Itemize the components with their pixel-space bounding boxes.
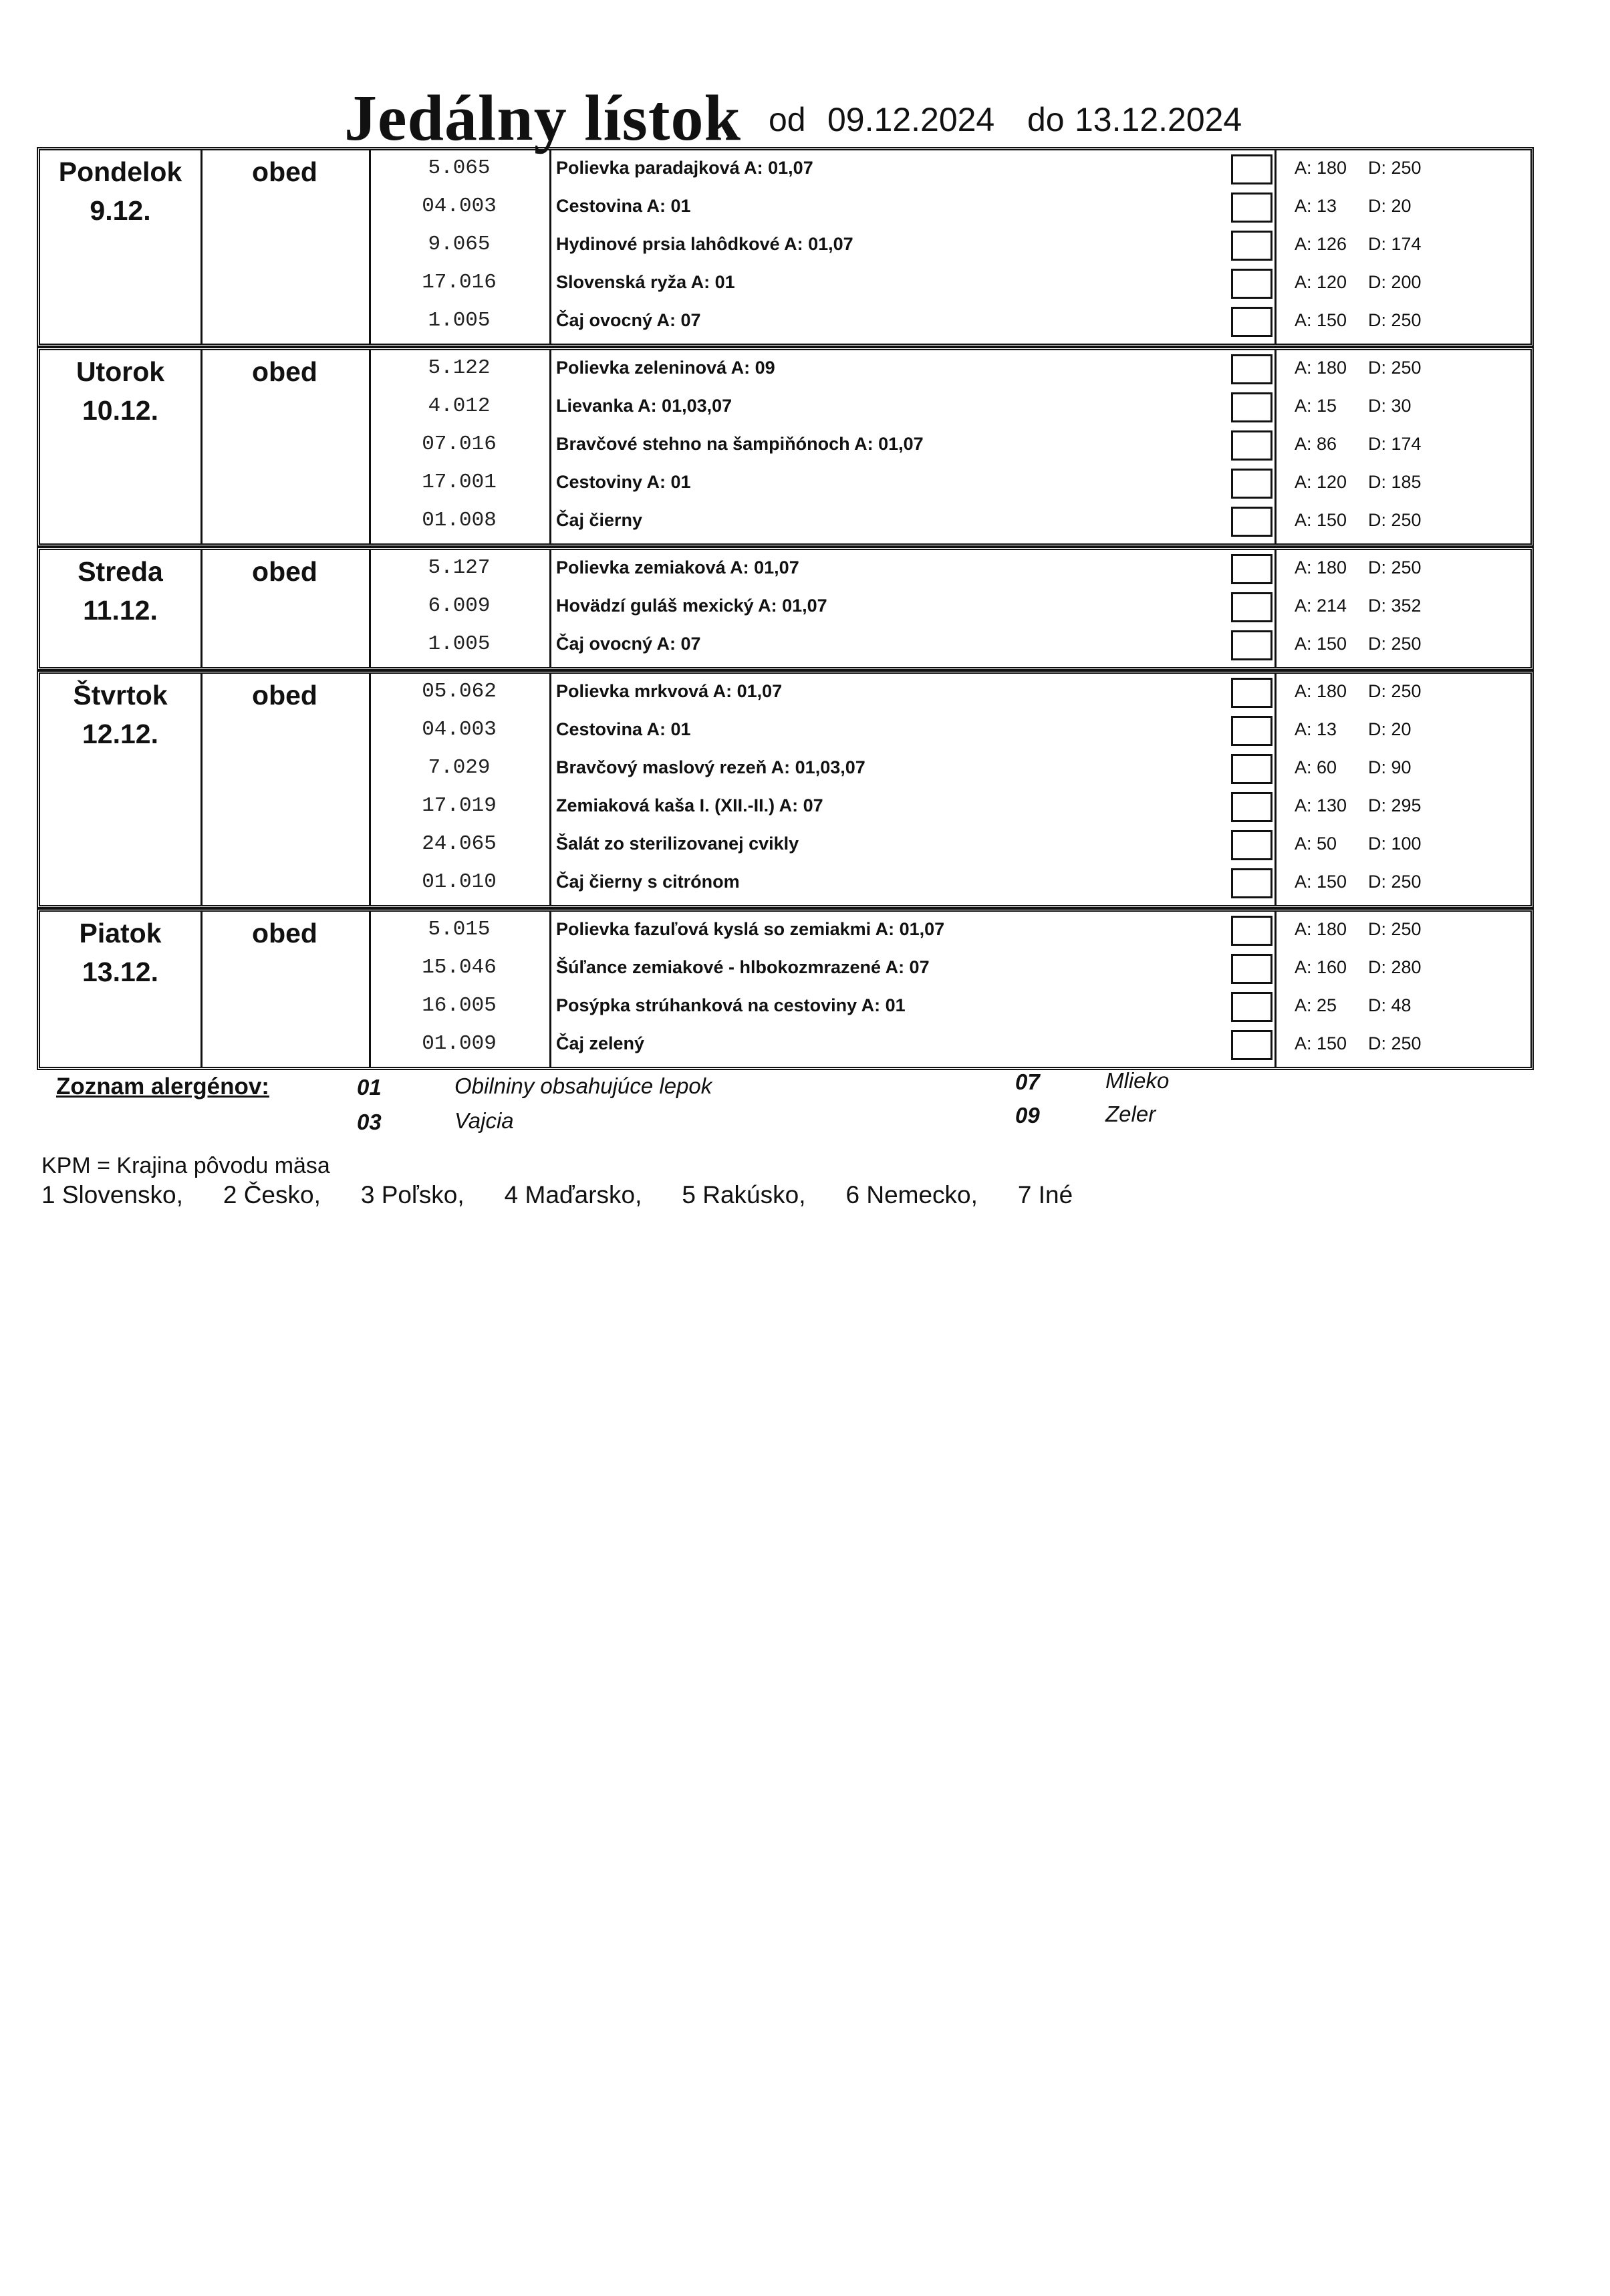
portion-adult: A: 150: [1295, 510, 1347, 530]
order-checkbox[interactable]: [1231, 830, 1272, 860]
dish-code: 01.010: [422, 870, 497, 894]
allergen-code: 09: [1015, 1103, 1040, 1128]
meal-type: obed: [252, 156, 317, 187]
meat-origin-country: 7 Iné: [1017, 1181, 1073, 1208]
meal-type: obed: [252, 680, 317, 711]
day-name: Streda: [78, 556, 163, 587]
meat-origin-country: 3 Poľsko,: [360, 1181, 464, 1208]
dish-row: [549, 787, 1228, 825]
order-checkbox[interactable]: [1231, 354, 1272, 384]
portion-row: [1274, 863, 1532, 901]
allergen-item: [357, 1075, 382, 1100]
meal-type: obed: [252, 556, 317, 587]
portion-adult: A: 150: [1295, 310, 1347, 330]
portion-adult: A: 130: [1295, 795, 1347, 815]
portion-adult: A: 13: [1295, 196, 1337, 216]
day-name: Piatok: [79, 918, 162, 948]
meat-origin-country: 6 Nemecko,: [845, 1181, 978, 1208]
dish-code: 07.016: [422, 432, 497, 456]
meal-type: obed: [252, 918, 317, 948]
allergen-label: Mlieko: [1105, 1068, 1170, 1093]
order-checkbox[interactable]: [1231, 307, 1272, 337]
day-name: Utorok: [76, 356, 165, 387]
allergen-label: Vajcia: [454, 1108, 514, 1133]
portion-row: [1274, 625, 1532, 663]
day-block: [37, 147, 1534, 347]
dish-name: Čaj zelený: [556, 1033, 645, 1053]
portion-adult: A: 50: [1295, 834, 1337, 854]
portion-row: [1274, 948, 1532, 987]
order-checkbox[interactable]: [1231, 916, 1272, 946]
dish-code: 1.005: [428, 309, 491, 332]
portion-row: [1274, 787, 1532, 825]
portion-row: [1274, 587, 1532, 625]
allergen-list-title: Zoznam alergénov:: [56, 1073, 269, 1100]
portion-child: D: 250: [1368, 510, 1422, 530]
order-checkbox[interactable]: [1231, 592, 1272, 622]
dish-row: [549, 711, 1228, 749]
code-row: [369, 1025, 549, 1063]
code-row: [369, 910, 549, 948]
code-row: [369, 225, 549, 263]
portion-column: [1274, 350, 1532, 543]
dish-code: 6.009: [428, 594, 491, 618]
order-checkbox[interactable]: [1231, 193, 1272, 223]
dish-name: Cestoviny A: 01: [556, 472, 691, 492]
portion-child: D: 250: [1368, 358, 1422, 378]
portion-row: [1274, 549, 1532, 587]
code-row: [369, 501, 549, 539]
dish-name: Polievka mrkvová A: 01,07: [556, 681, 783, 701]
dish-row: [549, 463, 1228, 501]
dish-row: [549, 387, 1228, 425]
dish-row: [549, 672, 1228, 711]
dish-code: 5.122: [428, 356, 491, 380]
portion-adult: A: 13: [1295, 719, 1337, 739]
code-row: [369, 711, 549, 749]
day-name: Štvrtok: [73, 680, 168, 711]
order-checkbox[interactable]: [1231, 554, 1272, 584]
dish-column: [549, 912, 1228, 1067]
code-row: [369, 749, 549, 787]
order-checkbox[interactable]: [1231, 269, 1272, 299]
order-checkbox[interactable]: [1231, 868, 1272, 898]
dish-name: Bravčové stehno na šampiňónoch A: 01,07: [556, 434, 924, 454]
portion-row: [1274, 463, 1532, 501]
order-checkbox[interactable]: [1231, 630, 1272, 660]
checkbox-column: [1228, 350, 1277, 543]
meat-origin-title: KPM = Krajina pôvodu mäsa: [41, 1153, 330, 1178]
allergen-code: 01: [357, 1075, 382, 1100]
portion-adult: A: 25: [1295, 995, 1337, 1015]
portion-child: D: 30: [1368, 396, 1412, 416]
portion-row: [1274, 749, 1532, 787]
portion-row: [1274, 187, 1532, 225]
portion-column: [1274, 550, 1532, 667]
dish-code: 17.019: [422, 794, 497, 817]
allergen-label: Obilniny obsahujúce lepok: [454, 1073, 712, 1098]
order-checkbox[interactable]: [1231, 430, 1272, 461]
portion-adult: A: 120: [1295, 272, 1347, 292]
day-block: [37, 908, 1534, 1070]
portion-row: [1274, 987, 1532, 1025]
portion-column: [1274, 150, 1532, 344]
portion-row: [1274, 225, 1532, 263]
day-block: [37, 547, 1534, 670]
day-cell: [40, 550, 203, 667]
portion-row: [1274, 501, 1532, 539]
portion-adult: A: 214: [1295, 596, 1347, 616]
day-block: [37, 670, 1534, 908]
order-checkbox[interactable]: [1231, 716, 1272, 746]
dish-row: [549, 910, 1228, 948]
portion-child: D: 352: [1368, 596, 1422, 616]
checkbox-column: [1228, 674, 1277, 905]
code-column: [369, 350, 551, 543]
portion-adult: A: 86: [1295, 434, 1337, 454]
dish-row: [549, 225, 1228, 263]
meal-cell: [200, 550, 371, 667]
portion-row: [1274, 149, 1532, 187]
meal-cell: [200, 912, 371, 1067]
checkbox-column: [1228, 150, 1277, 344]
dish-name: Cestovina A: 01: [556, 196, 691, 216]
dish-column: [549, 674, 1228, 905]
allergen-item: [357, 1110, 382, 1135]
dish-name: Hovädzí guláš mexický A: 01,07: [556, 596, 827, 616]
allergen-code: 03: [357, 1110, 382, 1134]
dish-name: Šúľance zemiakové - hlbokozmrazené A: 07: [556, 957, 930, 977]
code-row: [369, 787, 549, 825]
dish-name: Čaj čierny: [556, 510, 643, 530]
code-row: [369, 149, 549, 187]
meat-origin-country: 4 Maďarsko,: [504, 1181, 642, 1208]
day-cell: [40, 150, 203, 344]
order-checkbox[interactable]: [1231, 231, 1272, 261]
period-from-date: 09.12.2024: [827, 101, 995, 138]
portion-adult: A: 126: [1295, 234, 1347, 254]
portion-child: D: 250: [1368, 872, 1422, 892]
dish-code: 04.003: [422, 718, 497, 741]
dish-row: [549, 863, 1228, 901]
code-row: [369, 987, 549, 1025]
dish-row: [549, 263, 1228, 301]
dish-code: 9.065: [428, 233, 491, 256]
code-column: [369, 150, 551, 344]
dish-row: [549, 187, 1228, 225]
order-checkbox[interactable]: [1231, 507, 1272, 537]
order-checkbox[interactable]: [1231, 469, 1272, 499]
allergen-list: [56, 1069, 1259, 1143]
portion-child: D: 100: [1368, 834, 1422, 854]
dish-name: Čaj ovocný A: 07: [556, 310, 701, 330]
portion-row: [1274, 1025, 1532, 1063]
dish-row: [549, 625, 1228, 663]
day-date: 10.12.: [82, 395, 158, 426]
meal-type: obed: [252, 356, 317, 387]
dish-row: [549, 948, 1228, 987]
portion-row: [1274, 711, 1532, 749]
code-row: [369, 549, 549, 587]
day-date: 11.12.: [83, 595, 158, 626]
meal-cell: [200, 674, 371, 905]
portion-child: D: 48: [1368, 995, 1412, 1015]
portion-adult: A: 180: [1295, 681, 1347, 701]
dish-code: 05.062: [422, 680, 497, 703]
code-column: [369, 912, 551, 1067]
portion-row: [1274, 910, 1532, 948]
meat-origin-countries: [41, 1181, 1113, 1209]
meal-cell: [200, 150, 371, 344]
portion-row: [1274, 301, 1532, 340]
dish-name: Hydinové prsia lahôdkové A: 01,07: [556, 234, 853, 254]
allergen-code: 07: [1015, 1069, 1040, 1094]
code-row: [369, 587, 549, 625]
allergen-item: [1015, 1069, 1040, 1095]
dish-code: 7.029: [428, 756, 491, 779]
day-cell: [40, 912, 203, 1067]
portion-adult: A: 150: [1295, 872, 1347, 892]
portion-adult: A: 180: [1295, 358, 1347, 378]
dish-name: Bravčový maslový rezeň A: 01,03,07: [556, 757, 865, 777]
portion-child: D: 90: [1368, 757, 1412, 777]
meat-origin-country: 1 Slovensko,: [41, 1181, 183, 1208]
dish-row: [549, 349, 1228, 387]
day-date: 13.12.: [82, 956, 158, 987]
code-row: [369, 948, 549, 987]
portion-row: [1274, 825, 1532, 863]
dish-column: [549, 550, 1228, 667]
portion-adult: A: 15: [1295, 396, 1337, 416]
code-row: [369, 301, 549, 340]
dish-code: 17.016: [422, 271, 497, 294]
period-to-label: do: [1027, 101, 1065, 138]
order-checkbox[interactable]: [1231, 954, 1272, 984]
day-block: [37, 347, 1534, 547]
checkbox-column: [1228, 912, 1277, 1067]
dish-code: 01.009: [422, 1032, 497, 1055]
portion-adult: A: 150: [1295, 634, 1347, 654]
portion-child: D: 174: [1368, 434, 1422, 454]
portion-child: D: 250: [1368, 681, 1422, 701]
dish-column: [549, 350, 1228, 543]
code-column: [369, 674, 551, 905]
dish-code: 4.012: [428, 394, 491, 418]
code-row: [369, 187, 549, 225]
code-row: [369, 672, 549, 711]
dish-name: Slovenská ryža A: 01: [556, 272, 735, 292]
portion-child: D: 250: [1368, 1033, 1422, 1053]
order-checkbox[interactable]: [1231, 678, 1272, 708]
portion-child: D: 250: [1368, 919, 1422, 939]
meat-origin-country: 2 Česko,: [223, 1181, 321, 1208]
code-row: [369, 425, 549, 463]
portion-adult: A: 160: [1295, 957, 1347, 977]
dish-row: [549, 749, 1228, 787]
dish-row: [549, 987, 1228, 1025]
portion-child: D: 250: [1368, 158, 1422, 178]
portion-row: [1274, 349, 1532, 387]
dish-row: [549, 549, 1228, 587]
dish-code: 15.046: [422, 956, 497, 979]
dish-code: 5.015: [428, 918, 491, 941]
allergen-item: [1015, 1103, 1040, 1128]
order-checkbox[interactable]: [1231, 392, 1272, 422]
dish-name: Posýpka strúhanková na cestoviny A: 01: [556, 995, 906, 1015]
portion-column: [1274, 674, 1532, 905]
portion-child: D: 20: [1368, 196, 1412, 216]
dish-code: 1.005: [428, 632, 491, 656]
portion-child: D: 295: [1368, 795, 1422, 815]
code-row: [369, 349, 549, 387]
day-cell: [40, 350, 203, 543]
dish-row: [549, 425, 1228, 463]
portion-adult: A: 120: [1295, 472, 1347, 492]
portion-adult: A: 180: [1295, 557, 1347, 578]
dish-row: [549, 1025, 1228, 1063]
dish-name: Čaj čierny s citrónom: [556, 872, 740, 892]
portion-child: D: 250: [1368, 634, 1422, 654]
portion-adult: A: 150: [1295, 1033, 1347, 1053]
checkbox-column: [1228, 550, 1277, 667]
portion-adult: A: 180: [1295, 158, 1347, 178]
code-column: [369, 550, 551, 667]
portion-child: D: 250: [1368, 310, 1422, 330]
dish-row: [549, 501, 1228, 539]
dish-code: 04.003: [422, 195, 497, 218]
code-row: [369, 625, 549, 663]
portion-row: [1274, 425, 1532, 463]
dish-code: 16.005: [422, 994, 497, 1017]
portion-adult: A: 60: [1295, 757, 1337, 777]
dish-code: 5.127: [428, 556, 491, 580]
portion-child: D: 200: [1368, 272, 1422, 292]
dish-name: Čaj ovocný A: 07: [556, 634, 701, 654]
dish-name: Lievanka A: 01,03,07: [556, 396, 732, 416]
portion-child: D: 20: [1368, 719, 1412, 739]
order-checkbox[interactable]: [1231, 792, 1272, 822]
code-row: [369, 463, 549, 501]
portion-child: D: 250: [1368, 557, 1422, 578]
dish-name: Polievka paradajková A: 01,07: [556, 158, 813, 178]
order-checkbox[interactable]: [1231, 154, 1272, 184]
day-date: 12.12.: [82, 719, 158, 749]
dish-name: Polievka fazuľová kyslá so zemiakmi A: 01,07: [556, 919, 945, 939]
portion-child: D: 174: [1368, 234, 1422, 254]
dish-row: [549, 149, 1228, 187]
meal-cell: [200, 350, 371, 543]
portion-child: D: 280: [1368, 957, 1422, 977]
dish-code: 01.008: [422, 509, 497, 532]
meat-origin-country: 5 Rakúsko,: [682, 1181, 806, 1208]
day-date: 9.12.: [90, 195, 151, 226]
dish-column: [549, 150, 1228, 344]
dish-row: [549, 825, 1228, 863]
dish-code: 24.065: [422, 832, 497, 856]
day-name: Pondelok: [58, 156, 182, 187]
period-to-date: 13.12.2024: [1075, 101, 1242, 138]
portion-column: [1274, 912, 1532, 1067]
dish-name: Polievka zemiaková A: 01,07: [556, 557, 799, 578]
dish-name: Cestovina A: 01: [556, 719, 691, 739]
dish-name: Zemiaková kaša I. (XII.-II.) A: 07: [556, 795, 823, 815]
day-cell: [40, 674, 203, 905]
page-title: Jedálny lístok: [344, 82, 741, 154]
portion-child: D: 185: [1368, 472, 1422, 492]
order-checkbox[interactable]: [1231, 992, 1272, 1022]
portion-adult: A: 180: [1295, 919, 1347, 939]
portion-row: [1274, 387, 1532, 425]
dish-row: [549, 587, 1228, 625]
portion-row: [1274, 672, 1532, 711]
allergen-label: Zeler: [1105, 1102, 1156, 1126]
order-checkbox[interactable]: [1231, 1030, 1272, 1060]
code-row: [369, 387, 549, 425]
order-checkbox[interactable]: [1231, 754, 1272, 784]
code-row: [369, 863, 549, 901]
portion-row: [1274, 263, 1532, 301]
dish-name: Šalát zo sterilizovanej cvikly: [556, 834, 799, 854]
code-row: [369, 825, 549, 863]
dish-code: 17.001: [422, 471, 497, 494]
dish-code: 5.065: [428, 156, 491, 180]
dish-row: [549, 301, 1228, 340]
period-from-label: od: [769, 101, 806, 138]
code-row: [369, 263, 549, 301]
dish-name: Polievka zeleninová A: 09: [556, 358, 775, 378]
